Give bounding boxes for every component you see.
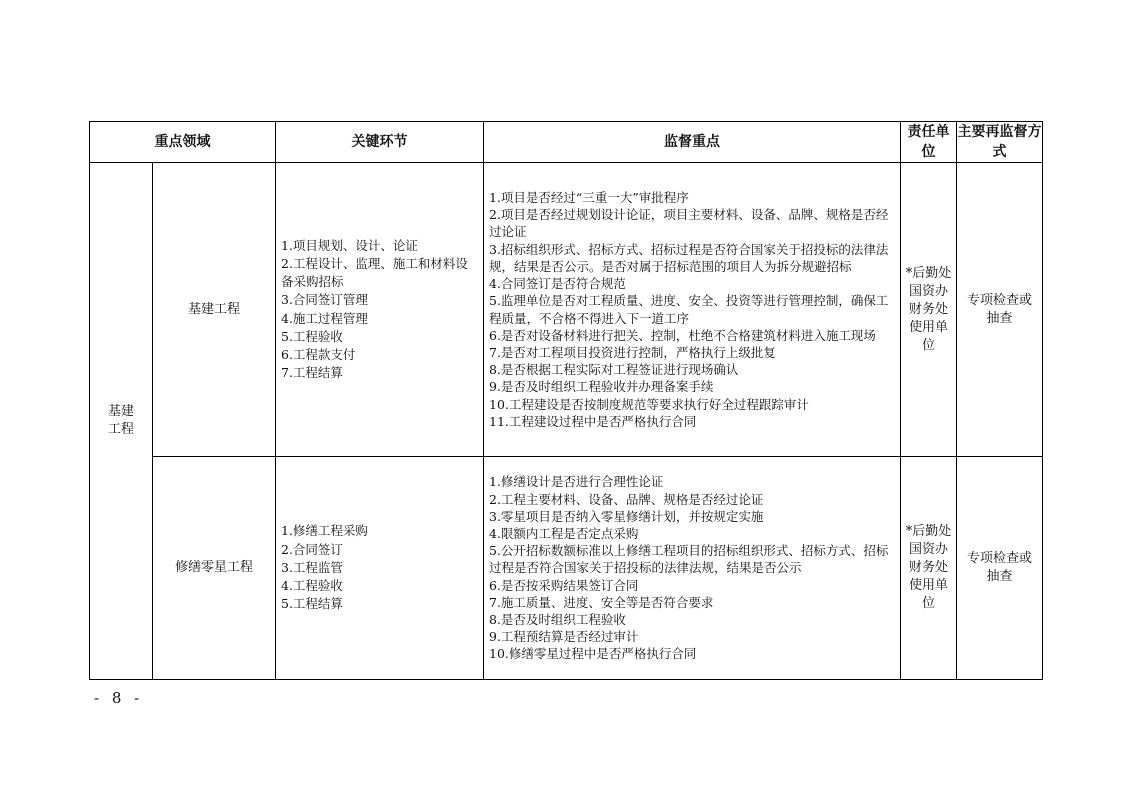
list-item: 7.工程结算 — [281, 365, 343, 381]
list-item: 2.工程主要材料、设备、品牌、规格是否经过论证 — [489, 491, 764, 507]
list-item: 5.公开招标数额标准以上修缮工程项目的招标组织形式、招标方式、招标过程是否符合国家关于招投标的法律法规，结果是否公示 — [489, 543, 889, 576]
list-item: 5.工程验收 — [281, 328, 343, 344]
key-links-cell — [276, 163, 484, 457]
method-cell: 专项检查或抽查 — [957, 457, 1043, 680]
list-item: 1.修缮工程采购 — [281, 523, 368, 539]
list-item: 10.修缮零星过程中是否严格执行合同 — [489, 646, 697, 662]
list-item: 1.项目是否经过“三重一大”审批程序 — [489, 190, 689, 206]
list-item: 5.工程结算 — [281, 596, 343, 612]
header-focus: 监督重点 — [484, 122, 901, 163]
header-key-link: 关键环节 — [276, 122, 484, 163]
list-item: 5.监理单位是否对工程质量、进度、安全、投资等进行管理控制，确保工程质量，不合格不得进入下一道工序 — [489, 293, 889, 326]
list-item: 1.修缮设计是否进行合理性论证 — [489, 474, 664, 490]
sub-domain-cell: 基建工程 — [153, 163, 276, 457]
list-item: 4.合同签订是否符合规范 — [489, 276, 626, 292]
list-item: 6.工程款支付 — [281, 346, 356, 362]
list-item: 8.是否根据工程实际对工程签证进行现场确认 — [489, 362, 739, 378]
list-item: 7.施工质量、进度、安全等是否符合要求 — [489, 594, 714, 610]
table-row — [90, 457, 1043, 680]
list-item: 8.是否及时组织工程验收 — [489, 612, 626, 627]
list-item: 3.零星项目是否纳入零星修缮计划，并按规定实施 — [489, 508, 764, 524]
list-item: 3.工程监管 — [281, 559, 343, 575]
list-item: 2.项目是否经过规划设计论证，项目主要材料、设备、品牌、规格是否经过论证 — [489, 207, 889, 240]
table-header-row — [90, 122, 1043, 163]
table-row — [90, 163, 1043, 457]
domain-main-cell: 基建工程 — [90, 163, 153, 680]
header-method: 主要再监督方式 — [957, 122, 1043, 163]
focus-points-cell — [484, 457, 901, 680]
page-number: - 8 - — [94, 689, 144, 707]
method-cell: 专项检查或抽查 — [957, 163, 1043, 457]
list-item: 9.是否及时组织工程验收并办理备案手续 — [489, 379, 714, 395]
header-domain: 重点领域 — [90, 122, 276, 163]
list-item: 6.是否按采购结果签订合同 — [489, 577, 639, 593]
list-item: 3.招标组织形式、招标方式、招标过程是否符合国家关于招投标的法律法规，结果是否公示。是否对属于招标范围的项目人为拆分规避招标 — [489, 241, 889, 274]
list-item: 11.工程建设过程中是否严格执行合同 — [489, 413, 697, 429]
key-links-cell — [276, 457, 484, 680]
header-responsible: 责任单位 — [901, 122, 957, 163]
list-item: 7.是否对工程项目投资进行控制，严格执行上级批复 — [489, 344, 776, 360]
list-item: 2.合同签订 — [281, 541, 343, 557]
list-item: 6.是否对设备材料进行把关、控制，杜绝不合格建筑材料进入施工现场 — [489, 327, 876, 343]
list-item: 4.工程验收 — [281, 578, 343, 594]
list-item: 4.限额内工程是否定点采购 — [489, 525, 639, 541]
list-item: 2.工程设计、监理、施工和材料设备采购招标 — [281, 255, 468, 290]
responsible-cell: *后勤处国资办财务处使用单位 — [901, 163, 957, 457]
list-item: 10.工程建设是否按制度规范等要求执行好全过程跟踪审计 — [489, 396, 809, 412]
responsible-cell: *后勤处国资办财务处使用单位 — [901, 457, 957, 680]
list-item: 1.项目规划、设计、论证 — [281, 237, 418, 253]
list-item: 9.工程预结算是否经过审计 — [489, 629, 639, 645]
list-item: 3.合同签订管理 — [281, 292, 368, 308]
focus-points-cell — [484, 163, 901, 457]
sub-domain-cell: 修缮零星工程 — [153, 457, 276, 680]
supervision-table — [89, 121, 1043, 680]
list-item: 4.施工过程管理 — [281, 310, 368, 326]
